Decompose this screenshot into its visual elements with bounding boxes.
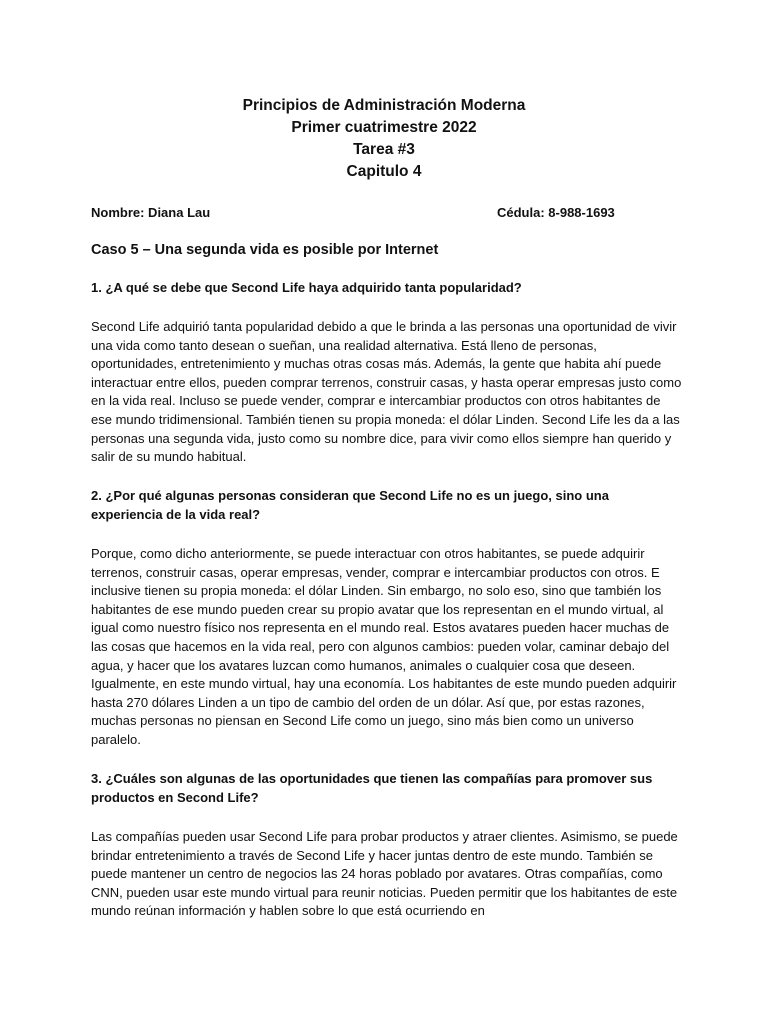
question-1: 1. ¿A qué se debe que Second Life haya adquirido tanta popularidad? <box>91 280 522 295</box>
student-id: Cédula: 8-988-1693 <box>497 205 615 220</box>
case-title: Caso 5 – Una segunda vida es posible por Internet <box>91 242 439 258</box>
chapter-title: Capitulo 4 <box>346 163 422 180</box>
term-title: Primer cuatrimestre 2022 <box>291 119 477 136</box>
student-name: Nombre: Diana Lau <box>91 205 211 220</box>
document-header <box>0 95 768 183</box>
answer-2: Porque, como dicho anteriormente, se puede interactuar con otros habitantes, se puede adquirir terrenos, construir casas, operar empresas, vender, comprar e intercambiar productos con otros. E inclusive tienen su propia moneda: el dólar Linden. Sin embargo, no solo eso, sino que también los habitantes de ese mundo pueden crear su propio avatar que los representan en el mundo virtual, al igual como nuestro físico nos representa en el mundo real. Estos avatares pueden hacer muchas de las cosas que hacemos en la vida real, pero con algunos cambios: pueden volar, caminar debajo del agua, y hacer que los avatares luzcan como humanos, animales o cualquier cosa que deseen. Igualmente, en este mundo virtual, hay una economía. Los habitantes de este mundo pueden adquirir hasta 270 dólares Linden a un tipo de cambio del orden de un dólar. Así que, por estas razones, muchas personas no piensan en Second Life como un juego, sino más bien como un universo paralelo. <box>91 546 677 747</box>
question-3: 3. ¿Cuáles son algunas de las oportunidades que tienen las compañías para promover sus productos en Second Life? <box>91 771 653 805</box>
student-info <box>91 203 631 223</box>
answer-3: Las compañías pueden usar Second Life para probar productos y atraer clientes. Asimismo, se puede brindar entretenimiento a través de Second Life y hacer juntas dentro de este mundo. También se puede mantener un centro de negocios las 24 horas poblado por avatares. Otras compañías, como CNN, pueden usar este mundo virtual para reunir noticias. Pueden permitir que los habitantes de este mundo reúnan información y hablen sobre lo que está ocurriendo en <box>91 829 678 919</box>
question-2: 2. ¿Por qué algunas personas consideran que Second Life no es un juego, sino una experiencia de la vida real? <box>91 488 609 522</box>
assignment-title: Tarea #3 <box>353 141 415 158</box>
answer-1: Second Life adquirió tanta popularidad debido a que le brinda a las personas una oportunidad de vivir una vida como tanto desean o sueñan, una realidad alternativa. Está lleno de personas, oportunidades, entretenimiento y muchas otras cosas más. Además, la gente que habita ahí puede interactuar entre ellos, pueden comprar terrenos, construir casas, y hasta operar empresas justo como en la vida real. Incluso se puede vender, comprar e intercambiar productos con otros habitantes de ese mundo tridimensional. También tienen su propia moneda: el dólar Linden. Second Life les da a las personas una segunda vida, justo como su nombre dice, para vivir como ellos siempre han querido y salir de su mundo habitual. <box>91 319 682 465</box>
course-title: Principios de Administración Moderna <box>242 97 526 114</box>
